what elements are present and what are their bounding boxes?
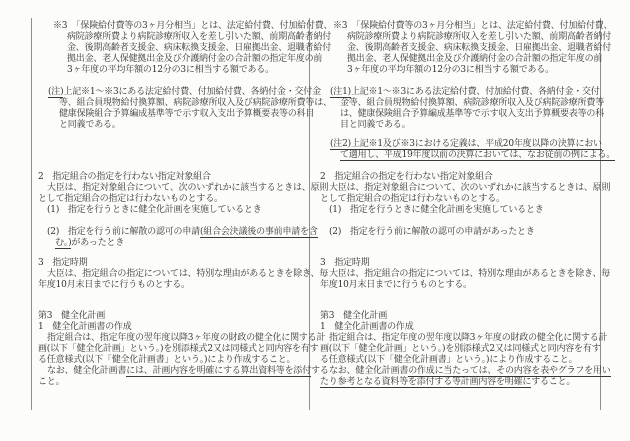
text-segment: 画(以下「健全化計画」という。)を別添様式2又は同様式と同内容を有す: [38, 344, 319, 354]
section3-soundness-plan: [320, 311, 611, 388]
text-segment: 画(以下「健全化計画」という。)を別添様式2又は同様式と同内容を有す: [320, 344, 601, 354]
text-line: [340, 150, 616, 161]
note3-paragraph: [320, 21, 613, 76]
text-line: [329, 227, 596, 238]
text-line: [320, 377, 596, 388]
text-segment: 大臣は、指定組合の指定については、特別な理由があるときを除き、毎: [329, 269, 611, 279]
underlined-revision-text: (注1): [330, 87, 351, 97]
text-segment: 指定組合は、指定年度の翌年度以降3ヶ年度の財政の健全化に関する計: [329, 333, 608, 343]
text-segment: (2) 指定を行う前に解散の認可の申請があったとき: [329, 227, 535, 237]
right-provision-column: [320, 0, 616, 441]
text-segment: として指定組合の指定は行わないものとする。: [320, 194, 505, 204]
text-segment: 目と同義である。: [340, 120, 411, 130]
text-segment: 2 指定組合の指定を行わない指定対象組合: [38, 172, 211, 182]
text-line: [38, 280, 306, 291]
text-line: [59, 98, 332, 109]
text-segment: 健康保険組合予算編成基準等で示す収入支出予算概要表等の科目: [59, 109, 315, 119]
underlined-revision-text: て適用し、平成19年度以前の決算においては、なお従前の例による。: [340, 150, 616, 160]
underlined-revision-text: (注2)上記※1及び※3における定義は、平成20年度以降の決算におい: [330, 139, 602, 149]
text-segment: 大臣は、指定組合の指定については、特別な理由があるときを除き、毎: [47, 269, 329, 279]
text-line: [47, 205, 306, 216]
text-segment: 金等、組合員現物給付換算額、病院診療所収入及び病院診療所費等: [340, 98, 605, 108]
text-line: [347, 65, 596, 76]
text-line: [329, 183, 611, 194]
text-segment: なお、健全化計画書: [47, 366, 127, 376]
text-segment: 指定組合は、指定年度の翌年度以降3ヶ年度の財政の健全化に関する計: [47, 333, 326, 343]
table-left-border: [31, 18, 32, 410]
text-segment: なお、健全化計画書: [329, 366, 409, 376]
underlined-revision-text: む。): [55, 238, 72, 248]
note3-paragraph: [38, 21, 333, 76]
text-segment: 第3 健全化計画: [38, 311, 106, 321]
text-segment: 年度10月末日までに行うものとする。: [320, 280, 472, 290]
text-segment: として指定組合の指定は行わないものとする。: [38, 194, 223, 204]
text-segment: こと。: [38, 377, 65, 387]
text-segment: すること。: [531, 377, 576, 387]
section3-timing: [38, 258, 329, 291]
text-line: [329, 269, 611, 280]
text-line: [329, 366, 611, 377]
text-line: [47, 333, 326, 344]
text-segment: (1) 指定を行うときに健全化計画を実施しているとき: [329, 205, 544, 215]
text-line: [330, 139, 602, 150]
text-line: [38, 172, 306, 183]
underlined-revision-text: たり参考となる資料等を添付する等計画内容を明確に: [320, 377, 532, 387]
text-segment: 拠出金、老人保健拠出金及び介護納付金の合計額の指定年度の前: [67, 54, 323, 64]
text-segment: 大臣は、指定対象組合について、次のいずれかに該当するときは、原則: [329, 183, 611, 193]
text-line: [67, 65, 306, 76]
text-line: [55, 238, 306, 249]
text-line: [38, 194, 306, 205]
text-line: [38, 311, 306, 322]
text-segment: 3ヶ年度の平均年額の12分の3に相当する額である。: [347, 65, 554, 75]
text-segment: る任意様式(以下「健全化計画書」という。)により作成すること。: [320, 355, 578, 365]
underlined-revision-text: (組合会決議後の事前申請を含: [199, 227, 318, 237]
text-segment: 3ヶ年度の平均年額の12分の3に相当する額である。: [67, 65, 274, 75]
text-segment: する: [311, 366, 329, 376]
text-segment: る任意様式(以下「健全化計画書」という。)により作成すること。: [38, 355, 296, 365]
text-line: [53, 21, 333, 32]
section3-soundness-plan: [38, 311, 329, 388]
text-line: [329, 205, 596, 216]
text-line: [340, 109, 605, 120]
text-segment: 3 指定時期: [320, 258, 370, 268]
text-segment: は、健康保険組合予算編成基準等で示す収入支出予算概要表等の科: [340, 109, 605, 119]
text-segment: 病院診療所費より病院診療所収入を差し引いた額、前期高齢者納付: [67, 32, 332, 42]
text-segment: 金、後期高齢者支援金、病床転換支援金、日雇拠出金、退職者給付: [347, 43, 612, 53]
note-annotation-2: [320, 139, 616, 161]
text-segment: ※3 「保険給付費等の3ヶ月分相当」とは、法定給付費、付加給付費、: [333, 21, 613, 31]
text-segment: 1 健全化計画書の作成: [320, 322, 414, 332]
text-segment: 第3 健全化計画: [320, 311, 388, 321]
text-segment: 等、組合員現物給付換算額、病院診療所収入及び病院診療所費等は、: [59, 98, 332, 108]
text-segment: 上記※1～※3にある法定給付費、付加給付費、各納付金・交付金: [63, 87, 321, 97]
text-line: [347, 43, 612, 54]
text-line: [47, 227, 318, 238]
text-line: [320, 344, 601, 355]
text-segment: 病院診療所費より病院診療所収入を差し引いた額、前期高齢者納付: [347, 32, 612, 42]
text-segment: と同義である。: [59, 120, 121, 130]
text-line: [329, 333, 608, 344]
text-segment: (2) 指定を行う前に解散の認可の申請: [47, 227, 200, 237]
text-line: [320, 194, 596, 205]
text-line: [59, 120, 306, 131]
text-segment: 金、後期高齢者支援金、病床転換支援金、日雇拠出金、退職者給付: [67, 43, 332, 53]
item2-dissolution: [38, 227, 318, 249]
section2-designation-exclusion: [320, 172, 611, 216]
text-segment: 年度10月末日までに行うものとする。: [38, 280, 190, 290]
text-segment: 拠出金、老人保健拠出金及び介護納付金の合計額の指定年度の前: [347, 54, 603, 64]
text-line: [330, 87, 600, 98]
text-line: [38, 258, 306, 269]
text-segment: があったとき: [71, 238, 125, 248]
text-line: [320, 311, 596, 322]
item2-dissolution: [320, 227, 596, 238]
text-line: [347, 32, 612, 43]
text-line: [347, 54, 603, 65]
text-line: [320, 280, 596, 291]
text-line: [38, 377, 306, 388]
underlined-revision-text: の作成に当たっては、その内容を表やグラフを用い: [408, 366, 611, 376]
text-line: [320, 258, 596, 269]
text-segment: 大臣は、指定対象組合について、次のいずれかに該当するときは、原則: [47, 183, 329, 193]
note-annotation-1: [320, 87, 605, 131]
text-line: [320, 322, 596, 333]
text-line: [320, 172, 596, 183]
text-line: [320, 355, 596, 366]
text-line: [48, 87, 321, 98]
text-line: [340, 98, 605, 109]
text-segment: ※3 「保険給付費等の3ヶ月分相当」とは、法定給付費、付加給付費、: [53, 21, 333, 31]
text-line: [47, 183, 329, 194]
text-segment: 上記※1～※3にある法定給付費、付加給付費、各納付金・交付: [350, 87, 600, 97]
text-segment: 3 指定時期: [38, 258, 88, 268]
text-line: [67, 43, 332, 54]
text-line: [38, 355, 306, 366]
left-provision-column: [38, 0, 333, 441]
text-line: [47, 366, 329, 377]
text-line: [38, 344, 319, 355]
text-segment: 1 健全化計画書の作成: [38, 322, 132, 332]
note-annotation: [38, 87, 332, 131]
text-line: [340, 120, 596, 131]
text-segment: 2 指定組合の指定を行わない指定対象組合: [320, 172, 493, 182]
underlined-revision-text: には、計画内容を明確にする算出資料等を添付: [126, 366, 312, 376]
text-line: [67, 32, 332, 43]
text-segment: (1) 指定を行うときに健全化計画を実施しているとき: [47, 205, 262, 215]
text-line: [67, 54, 323, 65]
underlined-revision-text: (注): [48, 87, 64, 97]
text-line: [333, 21, 613, 32]
text-line: [47, 269, 329, 280]
text-line: [38, 322, 306, 333]
text-line: [59, 109, 315, 120]
section2-designation-exclusion: [38, 172, 329, 216]
section3-timing: [320, 258, 611, 291]
